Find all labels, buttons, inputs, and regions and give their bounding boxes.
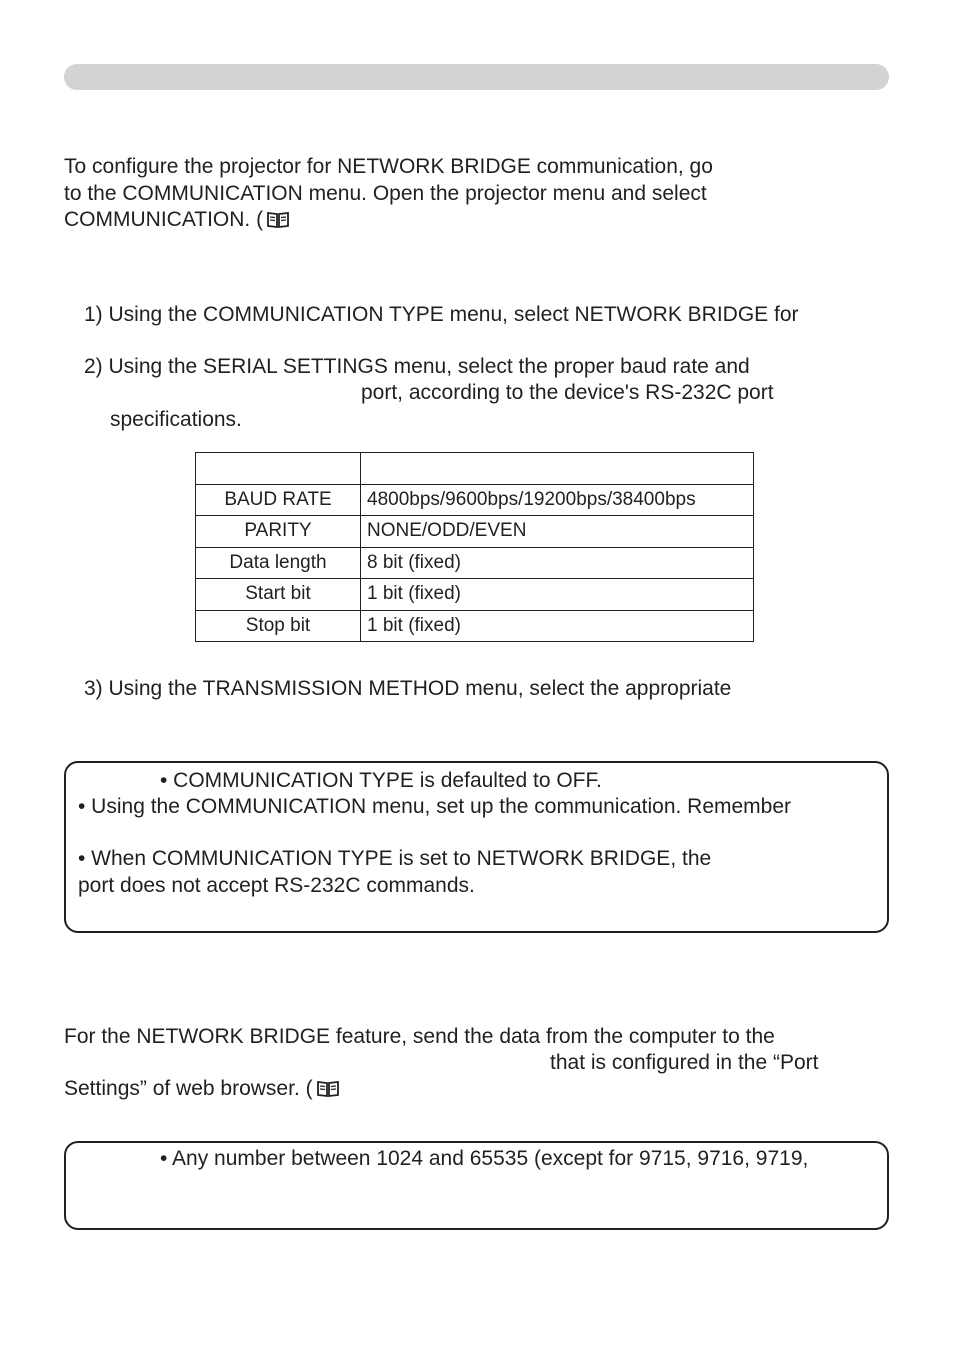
table-row	[196, 484, 754, 516]
table-row	[196, 547, 754, 579]
table-cell-value: NONE/ODD/EVEN	[361, 516, 754, 548]
table-cell-item: Stop bit	[196, 610, 361, 642]
step-2-line-3: specifications.	[110, 408, 242, 431]
step-2-line-2: port, according to the device's RS-232C port	[361, 381, 774, 404]
section-2-line-3-text: Settings” of web browser. (	[64, 1077, 313, 1100]
section-2-line-3	[64, 1076, 340, 1102]
section-2-line-2: that is configured in the “Port	[550, 1051, 819, 1074]
intro-line-2: to the COMMUNICATION menu. Open the projector menu and select	[64, 182, 707, 205]
table-row	[196, 610, 754, 642]
table-row	[196, 579, 754, 611]
step-3: 3) Using the TRANSMISSION METHOD menu, select the appropriate	[84, 677, 732, 700]
intro-line-3	[64, 207, 290, 233]
table-row	[196, 516, 754, 548]
section-header-bar	[64, 64, 889, 90]
step-1: 1) Using the COMMUNICATION TYPE menu, select NETWORK BRIDGE for	[84, 303, 799, 326]
step-2-line-1: 2) Using the SERIAL SETTINGS menu, select the proper baud rate and	[84, 355, 750, 378]
table-cell-item: PARITY	[196, 516, 361, 548]
table-cell-item: Start bit	[196, 579, 361, 611]
table-cell-item: BAUD RATE	[196, 484, 361, 516]
intro-line-3-text: COMMUNICATION. (	[64, 208, 264, 231]
table-cell-value: 1 bit (fixed)	[361, 579, 754, 611]
table-cell-value: 4800bps/9600bps/19200bps/38400bps	[361, 484, 754, 516]
table-cell-value: 1 bit (fixed)	[361, 610, 754, 642]
note-2-line-1: • Any number between 1024 and 65535 (except for 9715, 9716, 9719,	[160, 1147, 809, 1170]
table-cell-value: 8 bit (fixed)	[361, 547, 754, 579]
note-1-line-3: • When COMMUNICATION TYPE is set to NETWORK BRIDGE, the	[78, 847, 712, 870]
table-header-row	[196, 453, 754, 485]
note-1-line-2: • Using the COMMUNICATION menu, set up the communication. Remember	[78, 795, 792, 818]
table-header-cell	[196, 453, 361, 485]
open-book-icon	[316, 1080, 340, 1098]
section-2-line-1: For the NETWORK BRIDGE feature, send the data from the computer to the	[64, 1025, 775, 1048]
table-header-cell	[361, 453, 754, 485]
intro-line-1: To configure the projector for NETWORK BRIDGE communication, go	[64, 155, 713, 178]
open-book-icon	[266, 211, 290, 229]
table-cell-item: Data length	[196, 547, 361, 579]
note-1-line-4: port does not accept RS-232C commands.	[78, 874, 475, 897]
note-1-line-1: • COMMUNICATION TYPE is defaulted to OFF.	[160, 769, 602, 792]
serial-settings-table	[195, 452, 754, 642]
